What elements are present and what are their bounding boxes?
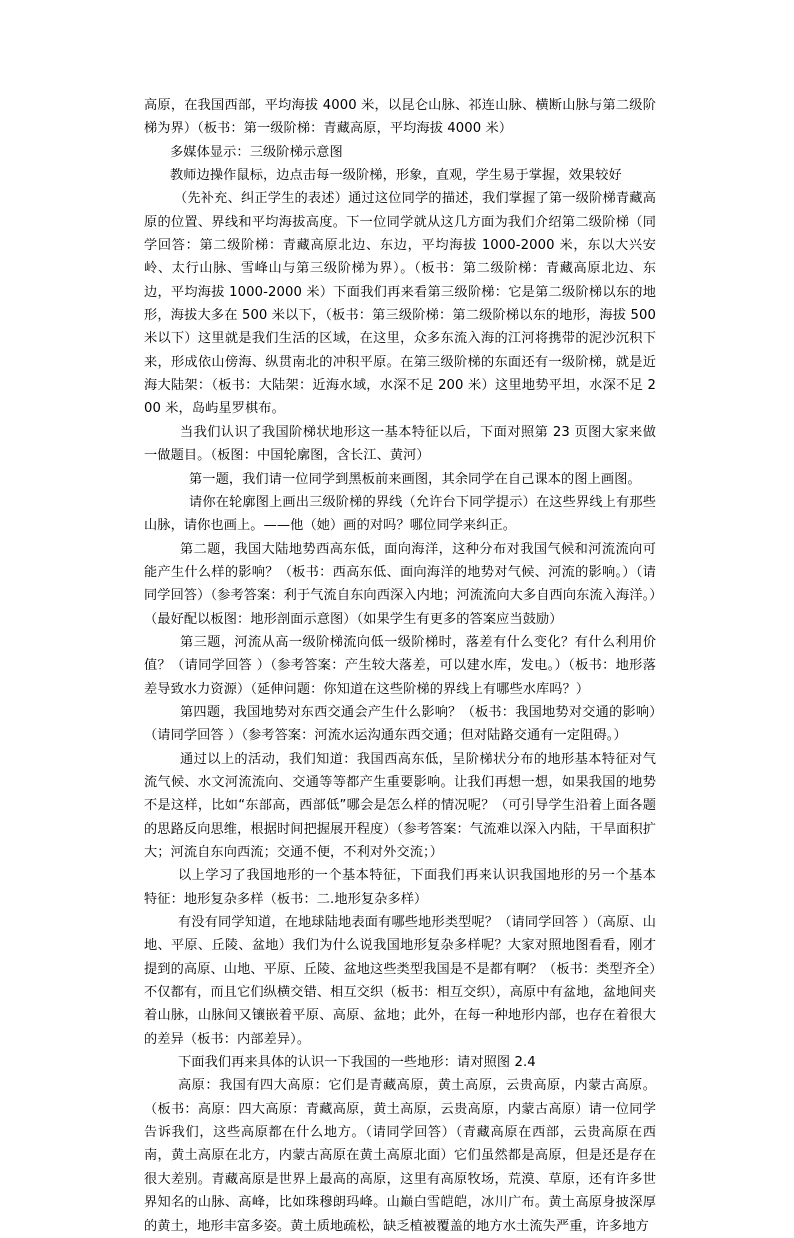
paragraph-1: 高原，在我国西部，平均海拔 4000 米，以昆仑山脉、祁连山脉、横断山脉与第二级阶梯为界）（板书：第一级阶梯：青藏高原，平均海拔 4000 米） (144, 98, 656, 137)
paragraph-2: 多媒体显示：三级阶梯示意图 (170, 144, 343, 160)
paragraph-14: 下面我们再来具体的认识一下我国的一些地形：请对照图 2.4 (178, 1055, 536, 1071)
document-body (144, 94, 656, 1238)
paragraph-10: 第四题，我国地势对东西交通会产生什么影响？（板书：我国地势对交通的影响）（请同学回答 ）（参考答案：河流水运沟通东西交通；但对陆路交通有一定阻碍。） (144, 704, 656, 744)
paragraph-3: 教师边操作鼠标，边点击每一级阶梯，形象，直观，学生易于掌握，效果较好 (170, 168, 622, 184)
paragraph-13: 有没有同学知道，在地球陆地表面有哪些地形类型呢？（请同学回答 ）（高原、山地、平原、丘陵、盆地）我们为什么说我国地形复杂多样呢？大家对照地图看看，刚才提到的高原、山地、平原、丘陵、盆地这些类型我国是不是都有啊？（板书：类型齐全）不仅都有，而且它们纵横交错、相互交织（板书：相互交织），高原中有盆地，盆地间夹着山脉，山脉间又镶嵌着平原、高原、盆地；此外，在每一种地形内部，也存在着很大的差异（板书：内部差异）。 (144, 915, 656, 1047)
paragraph-7: 请你在轮廓图上画出三级阶梯的界线（允许台下同学提示）在这些界线上有那些山脉，请你也画上。——他（她）画的对吗？哪位同学来纠正。 (144, 494, 656, 534)
paragraph-8: 第二题，我国大陆地势西高东低，面向海洋，这种分布对我国气候和河流流向可能产生什么样的影响？（板书：西高东低、面向海洋的地势对气候、河流的影响。）（请同学回答）（参考答案：利于气流自东向西深入内地；河流流向大多自西向东流入海洋。）（最好配以板图：地形剖面示意图）（如果学生有更多的答案应当鼓励） (144, 541, 656, 627)
paragraph-15: 高原：我国有四大高原：它们是青藏高原，黄土高原，云贵高原，内蒙古高原。（板书：高原：四大高原：青藏高原，黄土高原，云贵高原，内蒙古高原）请一位同学告诉我们，这些高原都在什么地方。（请同学回答）（青藏高原在西部，云贵高原在西南，黄土高原在北方，内蒙古高原在黄土高原北面）它们虽然都是高原，但是还是存在很大差别。青藏高原是世界上最高的高原，这里有高原牧场，荒漠、草原，还有许多世界知名的山脉、高峰，比如珠穆朗玛峰。山巅白雪皑皑，冰川广布。黄土高原身披深厚的黄土，地形丰富多姿。黄土质地疏松，缺乏植被覆盖的地方水土流失严重，许多地方 (144, 1078, 656, 1234)
paragraph-9: 第三题，河流从高一级阶梯流向低一级阶梯时，落差有什么变化？有什么利用价值？（请同学回答 ）（参考答案：产生较大落差，可以建水库，发电。）（板书：地形落差导致水力资源）（延伸问题：你知道在这些阶梯的界线上有哪些水库吗？） (144, 634, 656, 697)
paragraph-12: 以上学习了我国地形的一个基本特征，下面我们再来认识我国地形的另一个基本特征：地形复杂多样（板书：二.地形复杂多样） (144, 868, 656, 907)
paragraph-5: 当我们认识了我国阶梯状地形这一基本特征以后，下面对照第 23 页图大家来做一做题目。（板图：中国轮廓图，含长江、黄河） (144, 424, 656, 464)
paragraph-11: 通过以上的活动，我们知道：我国西高东低，呈阶梯状分布的地形基本特征对气流气候、水文河流流向、交通等等都产生重要影响。让我们再想一想，如果我国的地势不是这样，比如“东部高，西部低”哪会是怎么样的情况呢？（可引导学生沿着上面各题的思路反向思维，根据时间把握展开程度）（参考答案：气流难以深入内陆，干旱面积扩大；河流自东向西流；交通不便，不利对外交流；） (144, 751, 656, 860)
paragraph-4: （先补充、纠正学生的表述）通过这位同学的描述，我们掌握了第一级阶梯青藏高原的位置、界线和平均海拔高度。下一位同学就从这几方面为我们介绍第二级阶梯（同学回答：第二级阶梯：青藏高原北边、东边，平均海拔 1000-2000 米，东以大兴安岭、太行山脉、雪峰山与第三级阶梯为界）。（板书：第二级阶梯：青藏高原北边、东边，平均海拔 1000-2000 米）下面我们再来看第三级阶梯：它是第二级阶梯以东的地形，海拔大多在 500 米以下，（板书：第三级阶梯：第二级阶梯以东的地形，海拔 500 米以下）这里就是我们生活的区域，在这里，众多东流入海的江河将携带的泥沙沉积下来，形成依山傍海、纵贯南北的冲积平原。在第三级阶梯的东面还有一级阶梯，就是近海大陆架：（板书：大陆架：近海水域，水深不足 200 米）这里地势平坦，水深不足 200 米，岛屿星罗棋布。 (144, 191, 656, 417)
paragraph-6: 第一题，我们请一位同学到黑板前来画图，其余同学在自己课本的图上画图。 (189, 471, 641, 487)
